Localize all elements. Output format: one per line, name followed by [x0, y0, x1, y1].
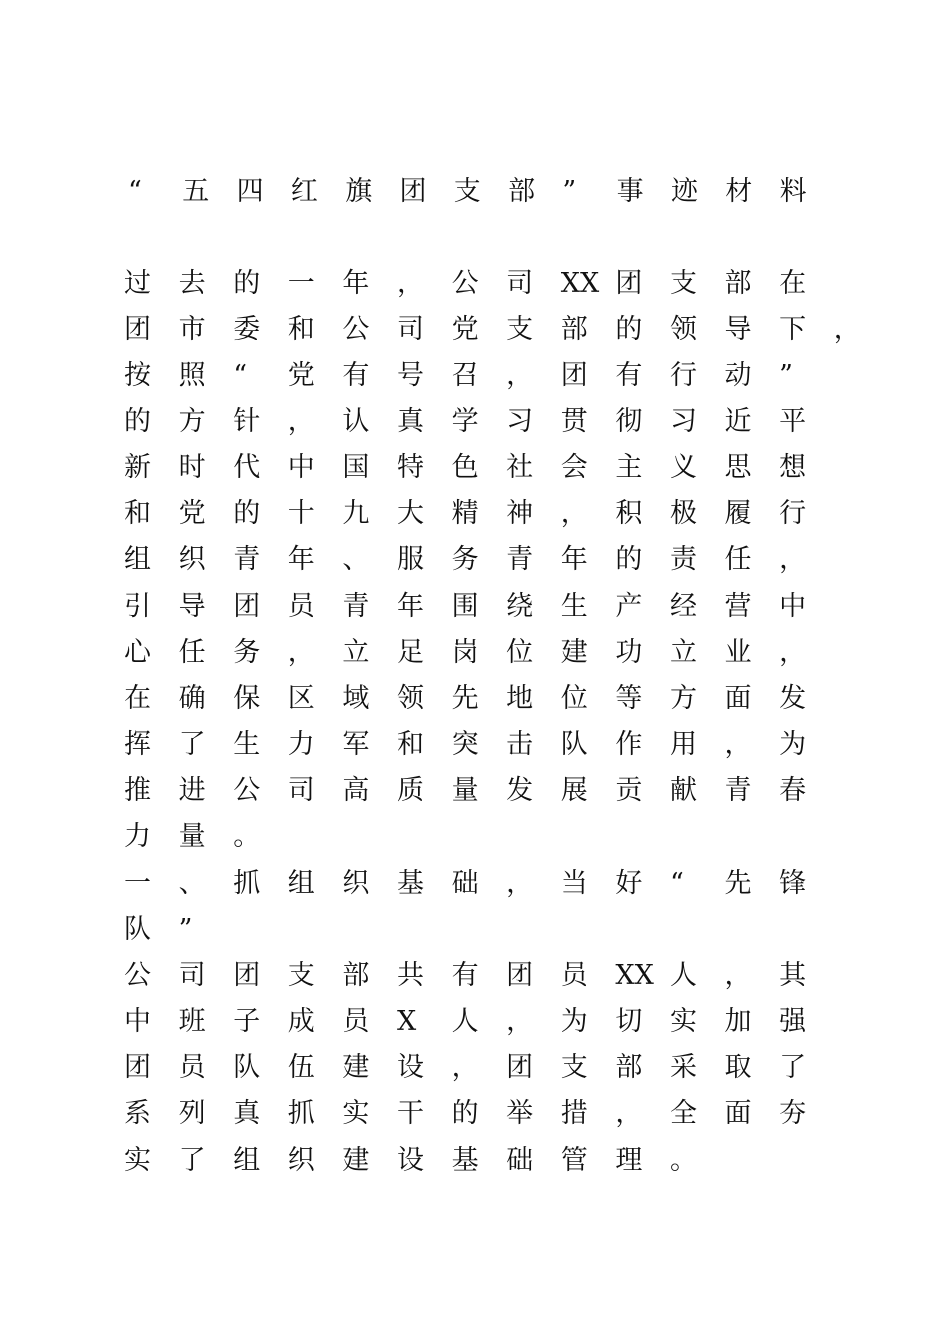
text-char: 和: [287, 314, 315, 345]
text-char: 了: [178, 729, 206, 760]
text-char: 青: [342, 591, 370, 622]
text-char: 青: [724, 775, 752, 806]
text-char: 青: [506, 544, 534, 575]
text-char: 员: [342, 1006, 370, 1037]
text-char: 功: [615, 637, 643, 668]
text-char: 有: [615, 360, 643, 391]
text-char: XX: [560, 268, 600, 299]
text-char: 公: [233, 775, 261, 806]
text-char: 的: [233, 268, 261, 299]
text-char: 织: [178, 544, 206, 575]
text-char: 国: [342, 452, 370, 483]
intro-paragraph-line: [120, 725, 830, 765]
text-char: 近: [724, 406, 752, 437]
text-char: 的: [233, 498, 261, 529]
text-char: 按: [124, 360, 151, 391]
text-char: 贯: [560, 406, 588, 437]
text-char: 力: [287, 729, 315, 760]
text-char: ，: [779, 544, 807, 575]
text-char: 面: [724, 1098, 752, 1129]
text-char: 和: [124, 498, 151, 529]
text-char: 建: [342, 1145, 370, 1176]
text-char: 系: [124, 1098, 151, 1129]
intro-paragraph-line: [120, 402, 830, 442]
section-heading-line: [120, 864, 830, 904]
text-char: 党: [287, 360, 315, 391]
text-char: 确: [178, 683, 206, 714]
text-char: “: [233, 360, 247, 391]
text-char: ，: [506, 868, 534, 899]
text-char: 团: [506, 1052, 534, 1083]
text-char: 好: [615, 868, 643, 899]
text-char: 大: [396, 498, 424, 529]
text-char: 采: [669, 1052, 697, 1083]
text-char: 服: [396, 544, 424, 575]
text-char: 成: [287, 1006, 315, 1037]
text-char: 建: [560, 637, 588, 668]
text-char: 极: [669, 498, 697, 529]
text-char: 彻: [615, 406, 643, 437]
text-char: 部: [615, 1052, 643, 1083]
text-char: 平: [779, 406, 807, 437]
text-char: 思: [724, 452, 752, 483]
text-char: 军: [342, 729, 370, 760]
text-char: 司: [178, 960, 206, 991]
section-body-line: [120, 1048, 830, 1088]
text-char: 用: [669, 729, 697, 760]
text-char: 实: [669, 1006, 697, 1037]
text-char: 举: [506, 1098, 534, 1129]
text-char: 强: [779, 1006, 807, 1037]
text-char: 营: [724, 591, 752, 622]
text-char: 员: [287, 591, 315, 622]
text-char: 四: [236, 176, 264, 207]
text-char: 九: [342, 498, 370, 529]
text-char: 位: [560, 683, 588, 714]
text-char: ，: [833, 314, 861, 345]
text-char: 年: [287, 544, 315, 575]
text-char: 支: [506, 314, 534, 345]
text-char: 中: [287, 452, 315, 483]
text-char: 团: [233, 591, 261, 622]
text-char: 春: [779, 775, 807, 806]
text-char: 色: [451, 452, 479, 483]
text-char: 实: [342, 1098, 370, 1129]
text-char: ，: [451, 1052, 479, 1083]
text-char: 推: [124, 775, 151, 806]
text-char: 部: [342, 960, 370, 991]
text-char: 真: [233, 1098, 261, 1129]
text-char: ，: [724, 960, 752, 991]
text-char: 锋: [779, 868, 807, 899]
text-char: 发: [779, 683, 807, 714]
text-char: 立: [669, 637, 697, 668]
section-body-line: [120, 1141, 721, 1181]
text-char: 积: [615, 498, 643, 529]
text-char: 部: [560, 314, 588, 345]
text-char: 号: [396, 360, 424, 391]
text-char: 了: [779, 1052, 807, 1083]
text-char: 神: [506, 498, 534, 529]
text-char: 过: [124, 268, 151, 299]
text-char: 产: [615, 591, 643, 622]
section-heading-line: [120, 910, 229, 950]
text-char: 岗: [451, 637, 479, 668]
text-char: 的: [124, 406, 151, 437]
text-char: 想: [779, 452, 807, 483]
text-char: 公: [342, 314, 370, 345]
text-char: 会: [560, 452, 588, 483]
text-char: ，: [724, 729, 752, 760]
text-char: 人: [451, 1006, 479, 1037]
text-char: 业: [724, 637, 752, 668]
intro-paragraph-line: [120, 817, 284, 857]
text-char: X: [396, 1006, 417, 1037]
intro-paragraph-line: [120, 310, 884, 350]
text-char: 一: [287, 268, 315, 299]
text-char: 保: [233, 683, 261, 714]
text-char: 部: [724, 268, 752, 299]
text-char: 班: [178, 1006, 206, 1037]
text-char: 召: [451, 360, 479, 391]
text-char: 干: [396, 1098, 424, 1129]
text-char: 的: [615, 544, 643, 575]
text-char: 导: [724, 314, 752, 345]
text-char: 支: [669, 268, 697, 299]
text-char: 等: [615, 683, 643, 714]
text-char: 社: [506, 452, 534, 483]
text-char: 新: [124, 452, 151, 483]
text-char: 务: [451, 544, 479, 575]
text-char: 抓: [287, 1098, 315, 1129]
text-char: 作: [615, 729, 643, 760]
text-char: 代: [233, 452, 261, 483]
text-char: 建: [342, 1052, 370, 1083]
text-char: 队: [233, 1052, 261, 1083]
text-char: 子: [233, 1006, 261, 1037]
text-char: 主: [615, 452, 643, 483]
text-char: 务: [233, 637, 261, 668]
intro-paragraph-line: [120, 587, 830, 627]
text-char: 行: [669, 360, 697, 391]
text-char: 员: [560, 960, 588, 991]
intro-paragraph-line: [120, 540, 830, 580]
text-char: 了: [178, 1145, 206, 1176]
intro-paragraph-line: [120, 771, 830, 811]
text-char: 其: [779, 960, 807, 991]
text-char: 市: [178, 314, 206, 345]
text-char: 认: [342, 406, 370, 437]
text-char: 公: [451, 268, 479, 299]
intro-paragraph-line: [120, 633, 830, 673]
text-char: 队: [560, 729, 588, 760]
text-char: 习: [506, 406, 534, 437]
text-char: 地: [506, 683, 534, 714]
text-char: 团: [506, 960, 534, 991]
text-char: ”: [562, 176, 577, 207]
text-char: 经: [669, 591, 697, 622]
text-char: 加: [724, 1006, 752, 1037]
text-char: 任: [724, 544, 752, 575]
text-char: 共: [396, 960, 424, 991]
text-char: 公: [124, 960, 151, 991]
text-char: ”: [779, 360, 793, 391]
text-char: 领: [669, 314, 697, 345]
text-char: 面: [724, 683, 752, 714]
text-char: 方: [669, 683, 697, 714]
text-char: 司: [287, 775, 315, 806]
text-char: 领: [396, 683, 424, 714]
intro-paragraph-line: [120, 494, 830, 534]
text-char: 组: [233, 1145, 261, 1176]
text-char: 切: [615, 1006, 643, 1037]
text-char: 突: [451, 729, 479, 760]
text-char: 的: [615, 314, 643, 345]
text-char: 真: [396, 406, 424, 437]
text-char: 团: [560, 360, 588, 391]
text-char: 位: [506, 637, 534, 668]
text-char: 有: [451, 960, 479, 991]
text-char: 引: [124, 591, 151, 622]
text-char: 和: [396, 729, 424, 760]
text-char: 材: [725, 176, 753, 207]
intro-paragraph-line: [120, 448, 830, 488]
text-char: 。: [669, 1145, 697, 1176]
text-char: 团: [233, 960, 261, 991]
text-char: 足: [396, 637, 424, 668]
text-char: 特: [396, 452, 424, 483]
text-char: 义: [669, 452, 697, 483]
text-char: 旗: [345, 176, 373, 207]
text-char: 围: [451, 591, 479, 622]
text-char: 抓: [233, 868, 261, 899]
text-char: 时: [178, 452, 206, 483]
text-char: 队: [124, 914, 151, 945]
text-char: 立: [342, 637, 370, 668]
text-char: 展: [560, 775, 588, 806]
text-char: 高: [342, 775, 370, 806]
text-char: 设: [396, 1052, 424, 1083]
text-char: 精: [451, 498, 479, 529]
text-char: 党: [178, 498, 206, 529]
text-char: 十: [287, 498, 315, 529]
text-char: 料: [779, 176, 807, 207]
text-char: 础: [451, 868, 479, 899]
text-char: 组: [124, 544, 151, 575]
text-char: 针: [233, 406, 261, 437]
text-char: 、: [178, 868, 206, 899]
text-char: 动: [724, 360, 752, 391]
text-char: 贡: [615, 775, 643, 806]
text-char: 支: [560, 1052, 588, 1083]
text-char: 在: [779, 268, 807, 299]
text-char: 措: [560, 1098, 588, 1129]
text-char: 履: [724, 498, 752, 529]
text-char: 、: [342, 544, 370, 575]
text-char: 方: [178, 406, 206, 437]
text-char: 击: [506, 729, 534, 760]
text-char: 事: [616, 176, 644, 207]
text-char: 团: [124, 1052, 151, 1083]
text-char: ，: [287, 637, 315, 668]
document-title: [124, 172, 830, 212]
text-char: 生: [233, 729, 261, 760]
text-char: 下: [779, 314, 807, 345]
text-char: 组: [287, 868, 315, 899]
text-char: 中: [124, 1006, 151, 1037]
text-char: ，: [506, 1006, 534, 1037]
text-char: 支: [287, 960, 315, 991]
text-char: 为: [560, 1006, 588, 1037]
text-char: XX: [615, 960, 654, 991]
text-char: 进: [178, 775, 206, 806]
text-char: 一: [124, 868, 151, 899]
text-char: ，: [287, 406, 315, 437]
intro-paragraph-line: [120, 264, 830, 304]
text-char: 团: [615, 268, 643, 299]
text-char: 去: [178, 268, 206, 299]
text-char: 司: [506, 268, 534, 299]
text-char: 。: [233, 821, 261, 852]
text-char: 委: [233, 314, 261, 345]
text-char: 在: [124, 683, 151, 714]
text-char: 照: [178, 360, 206, 391]
text-char: 先: [451, 683, 479, 714]
text-char: 任: [178, 637, 206, 668]
text-char: 全: [669, 1098, 697, 1129]
text-char: 导: [178, 591, 206, 622]
section-body-line: [120, 1094, 830, 1134]
text-char: 伍: [287, 1052, 315, 1083]
text-char: 支: [453, 176, 481, 207]
text-char: 织: [287, 1145, 315, 1176]
text-char: 有: [342, 360, 370, 391]
intro-paragraph-line: [120, 679, 830, 719]
text-char: 生: [560, 591, 588, 622]
text-char: ，: [779, 637, 807, 668]
text-char: 学: [451, 406, 479, 437]
text-char: 设: [396, 1145, 424, 1176]
intro-paragraph-line: [120, 356, 830, 396]
text-char: 实: [124, 1145, 151, 1176]
text-char: ，: [396, 268, 424, 299]
text-char: 司: [396, 314, 424, 345]
text-char: 的: [451, 1098, 479, 1129]
text-char: ”: [178, 914, 193, 945]
text-char: 心: [124, 637, 151, 668]
text-char: 管: [560, 1145, 588, 1176]
text-char: 习: [669, 406, 697, 437]
text-char: 发: [506, 775, 534, 806]
text-char: 域: [342, 683, 370, 714]
text-char: 年: [396, 591, 424, 622]
text-char: 当: [560, 868, 588, 899]
text-char: 列: [178, 1098, 206, 1129]
text-char: 取: [724, 1052, 752, 1083]
text-char: 人: [669, 960, 697, 991]
text-char: 年: [342, 268, 370, 299]
text-char: “: [128, 176, 142, 207]
text-char: 基: [396, 868, 424, 899]
text-char: 先: [724, 868, 752, 899]
text-char: 绕: [506, 591, 534, 622]
text-char: 中: [779, 591, 807, 622]
text-char: 员: [178, 1052, 206, 1083]
text-char: 挥: [124, 729, 151, 760]
text-char: 理: [615, 1145, 643, 1176]
text-char: 青: [233, 544, 261, 575]
text-char: 区: [287, 683, 315, 714]
text-char: 团: [399, 176, 427, 207]
text-char: 红: [290, 176, 318, 207]
text-char: 部: [508, 176, 536, 207]
text-char: 行: [779, 498, 807, 529]
text-char: 量: [451, 775, 479, 806]
text-char: 夯: [779, 1098, 807, 1129]
section-body-line: [120, 956, 830, 996]
text-char: 团: [124, 314, 151, 345]
text-char: 为: [779, 729, 807, 760]
text-char: 量: [178, 821, 206, 852]
text-char: 力: [124, 821, 151, 852]
text-char: ，: [506, 360, 534, 391]
text-char: 迹: [670, 176, 698, 207]
section-body-line: [120, 1002, 830, 1042]
text-char: 党: [451, 314, 479, 345]
text-char: 责: [669, 544, 697, 575]
text-char: 织: [342, 868, 370, 899]
text-char: 础: [506, 1145, 534, 1176]
text-char: 基: [451, 1145, 479, 1176]
text-char: “: [669, 868, 684, 899]
text-char: 五: [182, 176, 210, 207]
text-char: 献: [669, 775, 697, 806]
text-char: ，: [615, 1098, 643, 1129]
text-char: ，: [560, 498, 588, 529]
text-char: 质: [396, 775, 424, 806]
text-char: 年: [560, 544, 588, 575]
